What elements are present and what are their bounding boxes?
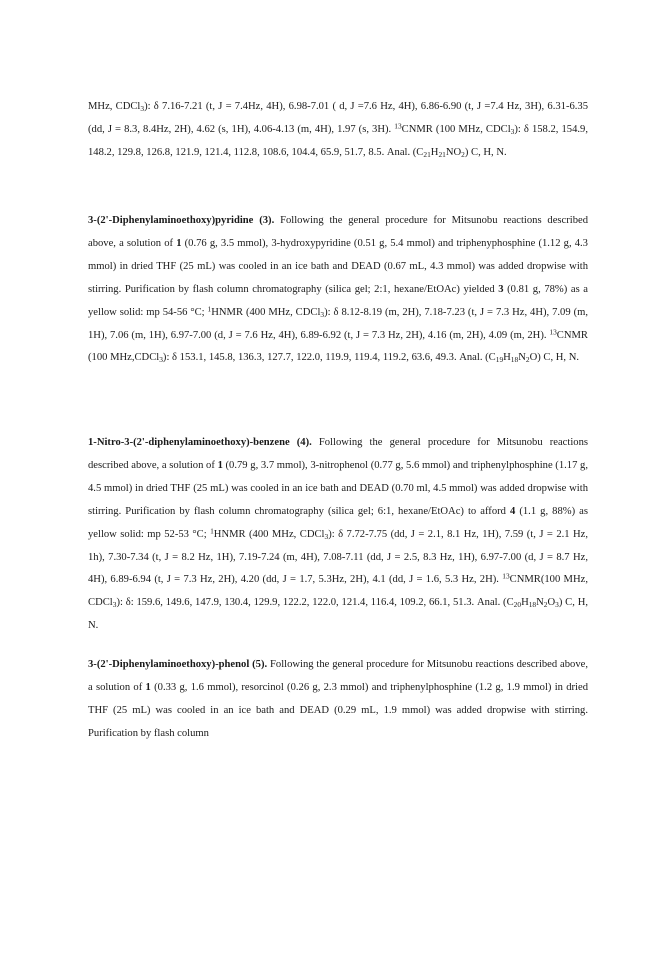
subscript: 2 [543, 600, 548, 610]
subscript: 3 [555, 600, 559, 610]
compound-number: 4 [510, 505, 516, 517]
subscript: 2 [525, 355, 530, 365]
compound-heading: 1-Nitro-3-(2'-diphenylaminoethoxy)-benzene (4). [88, 437, 312, 448]
subscript: 21 [423, 149, 431, 159]
compound-number: 1 [176, 237, 182, 249]
subscript: 3 [320, 309, 325, 319]
superscript: 1 [210, 526, 214, 536]
subscript: 3 [324, 531, 329, 541]
superscript: 13 [394, 121, 402, 131]
subscript: 3 [159, 355, 163, 365]
superscript: 13 [502, 572, 510, 582]
subscript: 21 [438, 149, 446, 159]
subscript: 3 [140, 103, 145, 113]
subscript: 20 [513, 600, 522, 610]
subscript: 19 [495, 355, 504, 365]
paragraph-compound-3: 3-(2'-Diphenylaminoethoxy)pyridine (3). Following the general procedure for Mitsunobu reactions described above, a solution of 1 (0.76 g, 3.5 mmol), 3-hydroxypyridine (0.51 g, 5.4 mmol) and triphenyphosphine (1.12 g, 4.3 mmol) in dried THF (25 mL) was cooled in an ice bath and DEAD (0.67 mL, 4.3 mmol) was added dropwise with stirring. Purification by flash column chromatography (silica gel; 2:1, hexane/EtOAc) yielded 3 (0.81 g, 78%) as a yellow solid: mp 54-56 °C; $^1$HNMR (400 MHz, CDCl$_3$): δ 8.12-8.19 (m, 2H), 7.18-7.23 (t, J = 7.3 Hz, 4H), 7.09 (m, 1H), 7.06 (m, 1H), 6.97-7.00 (d, J = 7.6 Hz, 4H), 6.89-6.92 (t, J = 7.3 Hz, 2H), 4.16 (m, 2H), 4.09 (m, 2H). $^{13}$CNMR (100 MHz,CDCl$_3$): δ 153.1, 145.8, 136.3, 127.7, 122.0, 119.9, 119.4, 119.2, 63.6, 49.3. Anal. $(C_{19}H_{18}N_2O)$ C, H, N. [88, 215, 588, 365]
compound-number: 1 [145, 681, 151, 693]
subscript: 3 [112, 600, 117, 610]
subscript: 3 [510, 126, 515, 136]
compound-number: 3 [498, 283, 504, 295]
compound-heading: 3-(2'-Diphenylaminoethoxy)-phenol (5). [88, 659, 268, 670]
subscript: 2 [461, 149, 465, 159]
paragraph-compound-4: 1-Nitro-3-(2'-diphenylaminoethoxy)-benzene (4). Following the general procedure for Mitsunobu reactions described above, a solution of 1 (0.79 g, 3.7 mmol), 3-nitrophenol (0.77 g, 5.6 mmol) and triphenylphosphine (1.17 g, 4.5 mmol) in dried THF (25 mL) was cooled in an ice bath and DEAD (0.70 ml, 4.5 mmol) was added dropwise with stirring. Purification by flash column chromatography (silica gel; 6:1, hexane/EtOAc) to afford 4 (1.1 g, 88%) as yellow solid: mp 52-53 °C; $^1$HNMR (400 MHz, CDCl$_3$): δ 7.72-7.75 (dd, J = 2.1, 8.1 Hz, 1H), 7.59 (t, J = 2.1 Hz, 1h), 7.30-7.34 (t, J = 8.2 Hz, 1H), 7.19-7.24 (m, 4H), 7.08-7.11 (dd, J = 2.5, 8.3 Hz, 1H), 6.97-7.00 (d, J = 8.7 Hz, 4H), 6.89-6.94 (t, J = 7.3 Hz, 2H), 4.20 (dd, J = 1.7, 5.3Hz, 2H), 4.1 (dd, J = 1.6, 5.3 Hz, 2H). $^{13}$CNMR(100 MHz, CDCl$_3$): δ: 159.6, 149.6, 147.9, 130.4, 129.9, 122.2, 122.0, 121.4, 116.4, 109.2, 66.1, 51.3. Anal. $(C_{20}H_{18}N_2O_3)$ C, H, N. [88, 437, 589, 632]
superscript: 13 [549, 327, 557, 337]
paragraph-compound-5: 3-(2'-Diphenylaminoethoxy)-phenol (5). Following the general procedure for Mitsunobu reactions described above, a solution of 1 (0.33 g, 1.6 mmol), resorcinol (0.26 g, 2.3 mmol) and triphenylphosphine (1.2 g, 1.9 mmol) in dried THF (25 mL) was cooled in an ice bath and DEAD (0.29 mL, 1.9 mmol) was added dropwise with stirring. Purification by flash column [88, 659, 588, 739]
subscript: 18 [510, 355, 519, 365]
superscript: 1 [207, 304, 212, 314]
paragraph-continued-characterization: MHz, CDCl$_3$): δ 7.16-7.21 (t, J = 7.4Hz, 4H), 6.98-7.01 ( d, J =7.6 Hz, 4H), 6.86-6.90 (t, J =7.4 Hz, 3H), 6.31-6.35 (dd, J = 8.3, 8.4Hz, 2H), 4.62 (s, 1H), 4.06-4.13 (m, 4H), 1.97 (s, 3H). $^{13}$CNMR (100 MHz, CDCl$_3$): δ 158.2, 154.9, 148.2, 129.8, 126.8, 121.9, 121.4, 112.8, 108.6, 104.4, 65.9, 51.7, 8.5. Anal. $(C_{21}H_{21}NO_2)$ C, H, N. [88, 101, 589, 159]
compound-number: 1 [217, 459, 223, 471]
subscript: 18 [528, 600, 537, 610]
compound-heading: 3-(2'-Diphenylaminoethoxy)pyridine (3). [88, 215, 275, 226]
